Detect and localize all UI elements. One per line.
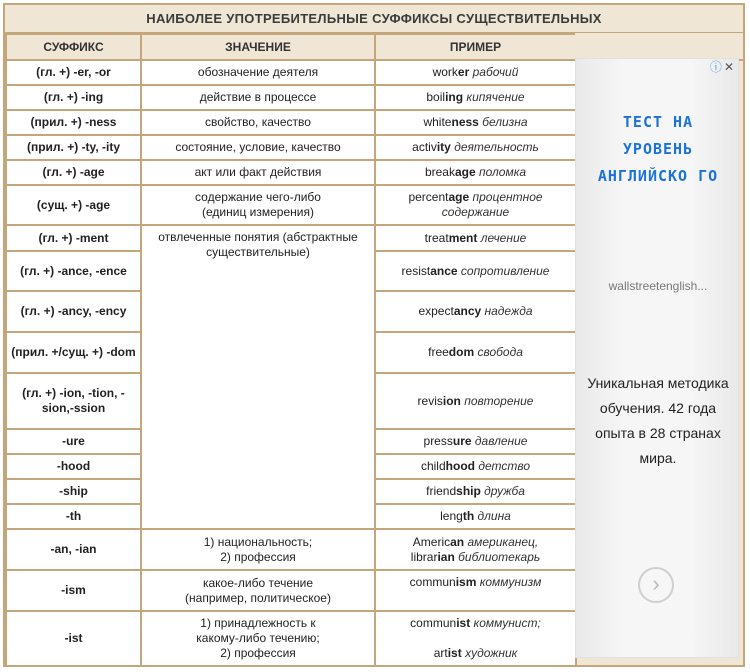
table-row	[6, 110, 576, 135]
header-meaning: ЗНАЧЕНИЕ	[141, 34, 375, 60]
example-cell: boiling кипячение	[375, 85, 576, 110]
suffix-cell: -ist	[6, 611, 141, 666]
example-cell: length длина	[375, 504, 576, 529]
table-row	[6, 570, 576, 611]
meaning-cell: 1) принадлежность к какому-либо течению; 2) профессия	[141, 611, 375, 666]
suffix-cell: -an, -ian	[6, 529, 141, 570]
suffix-cell: (гл. +) -ance, -ence	[6, 251, 141, 291]
meaning-cell: обозначение деятеля	[141, 60, 375, 85]
table-title: НАИБОЛЕЕ УПОТРЕБИТЕЛЬНЫЕ СУФФИКСЫ СУЩЕСТВИТЕЛЬНЫХ	[5, 5, 743, 34]
ad-banner[interactable]	[575, 58, 739, 658]
example-cell: activity деятельность	[375, 135, 576, 160]
example-cell: friendship дружба	[375, 479, 576, 504]
table-row	[6, 185, 576, 225]
table-row	[6, 135, 576, 160]
example-cell: percentage процентное содержание	[375, 185, 576, 225]
table-row	[6, 60, 576, 85]
example-cell: communism коммунизм	[375, 570, 576, 611]
suffix-cell: (гл. +) -ment	[6, 225, 141, 251]
meaning-cell: свойство, качество	[141, 110, 375, 135]
table-row	[6, 225, 576, 251]
meaning-cell: действие в процессе	[141, 85, 375, 110]
suffix-cell: -ure	[6, 429, 141, 454]
suffix-cell: (гл. +) -age	[6, 160, 141, 185]
table-row	[6, 611, 576, 666]
ad-controls	[708, 61, 734, 73]
suffix-table	[5, 33, 577, 667]
suffix-cell: (гл. +) -ion, -tion, -sion,-ssion	[6, 373, 141, 429]
table-row	[6, 529, 576, 570]
example-cell: expectancy надежда	[375, 291, 576, 332]
meaning-cell-abstract: отвлеченные понятия (абстрактные существительные)	[141, 225, 375, 529]
example-cell: childhood детство	[375, 454, 576, 479]
example-cell: treatment лечение	[375, 225, 576, 251]
suffix-cell: (гл. +) -ancy, -ency	[6, 291, 141, 332]
ad-domain[interactable]: wallstreetenglish...	[608, 279, 708, 293]
table-row	[6, 160, 576, 185]
ad-headline[interactable]: ТЕСТ НА УРОВЕНЬ АНГЛИЙСКО ГО	[597, 113, 719, 185]
ad-info-icon[interactable]: ⓘ	[709, 60, 722, 74]
suffix-cell: (прил. +) -ness	[6, 110, 141, 135]
example-cell: whiteness белизна	[375, 110, 576, 135]
suffix-cell: -th	[6, 504, 141, 529]
example-cell: revision повторение	[375, 373, 576, 429]
ad-close-icon[interactable]: ✕	[723, 60, 734, 74]
header-example: ПРИМЕР	[375, 34, 576, 60]
example-cell: pressure давление	[375, 429, 576, 454]
ad-body-text: Уникальная методика обучения. 42 года опыта в 28 странах мира.	[587, 375, 729, 466]
meaning-cell: состояние, условие, качество	[141, 135, 375, 160]
example-cell: breakage поломка	[375, 160, 576, 185]
suffix-cell: -ship	[6, 479, 141, 504]
suffix-cell: (прил. +) -ty, -ity	[6, 135, 141, 160]
ad-next-arrow-icon[interactable]: ›	[638, 567, 674, 603]
example-cell: worker рабочий	[375, 60, 576, 85]
table-row	[6, 85, 576, 110]
header-suffix: СУФФИКС	[6, 34, 141, 60]
example-cell: American американец, librarian библиотекарь	[375, 529, 576, 570]
meaning-cell: акт или факт действия	[141, 160, 375, 185]
header-empty-cell	[575, 33, 743, 61]
suffix-cell: (гл. +) -ing	[6, 85, 141, 110]
example-cell: freedom свобода	[375, 332, 576, 373]
meaning-cell: 1) национальность; 2) профессия	[141, 529, 375, 570]
meaning-cell: какое-либо течение (например, политическое)	[141, 570, 375, 611]
suffix-cell: -hood	[6, 454, 141, 479]
example-cell: communist коммунист; artist художник	[375, 611, 576, 666]
suffix-cell: -ism	[6, 570, 141, 611]
suffix-cell: (сущ. +) -age	[6, 185, 141, 225]
example-cell: resistance сопротивление	[375, 251, 576, 291]
suffix-cell: (прил. +/сущ. +) -dom	[6, 332, 141, 373]
meaning-cell: содержание чего-либо (единиц измерения)	[141, 185, 375, 225]
suffix-cell: (гл. +) -er, -or	[6, 60, 141, 85]
